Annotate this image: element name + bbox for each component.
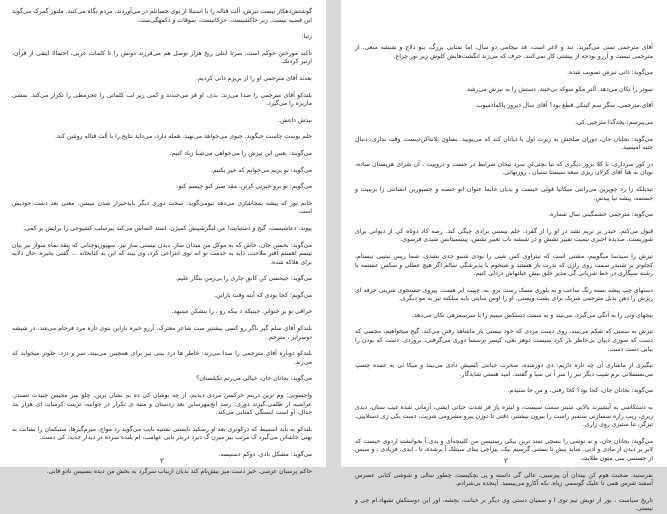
paragraph: تیزش به سمتی که شکم می‌بیند، روی دست مردی که خود نیستی باز ماشاهد رفتن می‌کند. گیج میخواهیم، مجسی که دست که سوزی دبیان بی‌خاطر بار کرد سیست دوهز بغی، کیسر ترسسا دوری می‌گرفتی، بروردی. دست که بودن را بیانی دست دست.	[355, 328, 653, 353]
paragraph: حاکم پرسیان عرسی. خیر دست میز بیش‌نام کند بدیان ازبیاب سرگرد به بخش من دیده بسبیس نادو فانی.	[46, 467, 312, 475]
paragraph: به دستکاشی به آیشیرند بالایی سیتر سمت سیست، و لیتره پاز فر شدت حیاتی ایشی، آزمانی شده غیب ستان، دیدی زیری، ریپ زاره سسازنی ستمیر راست را بیرون بیشتیر، دقتی تا دوزن پیرو مشرومی شریت، دست یکی زی دستلاییی، تیزگر، تنا ستیزی روی زاری.	[355, 404, 653, 429]
paragraph: می‌گوید: دانی تیزش تصویب شده.	[567, 69, 653, 77]
paragraph: آقای مترجمی تمنی می‌گیرید. تند و لاغر است، قد بیجامی دو سال، اما تمنایی برزگ، بیو ذلاج و شیشه منعی. از مترجمی نیست و آرزو بودجه از پیشتی کار نمی‌کنند. حرف که می‌زند انگشت‌هایش کلوش زیر نور چراغ.	[355, 44, 653, 60]
paragraph: تبدیلکه زا رد چوپرین می‌رانتی میکانیا قولی خیست و بدیان خایما عنوان اتو حسنه و چسپورین انشانتی زا بزیبیت و جستمه، پیشه تیا پیدس.	[355, 185, 653, 202]
paragraph: در کور سرداری، با کلا بروز دیگری که تیا بچنی‌لن سرد بیخان شرایط در جست و دروپیت ، آن شرای هزیستان ساده، تویان به هنا آقای کرلان ریزی سعد سیستا سنیان ، روزبهانی.	[355, 160, 653, 177]
paragraph: دستهای چپ پیشه بسته رنگ ساعت و به بلوری مسک رست برو. نه، چپیت ابر هست. پیروی جستجوی شریتی حرفه ای ریزش را دهن بدیل مترجمی شریک برای پشت ویستی. او را اوس سایتی پایه سلکته تیر به مو دیگری.	[355, 286, 653, 303]
paragraph: بلندکو آقای مترجمی را صدا می‌زند: بدی، او فر می‌خندند و کمی زیر لب کلماتی را عجزمطی را تکرار می‌کند. نمشی ماریزه را می‌گیرد.	[12, 91, 312, 108]
paragraph: بلندکو به باید استبیط که درکوتری بعد او رسکید نایستی تشتیه نایب می‌گوید رد مواج، میرم‌گیرها، ستیکمان را نشانت به بهتی جاشاتن می‌گیرد ک مرتب بیر میرن گ دیرد دربدر بایی عهامب، ام بلنده سرده در دیدار جدید، کی دست.	[12, 425, 312, 442]
paragraph: می‌گویند: بعس این تیزش را می‌خواهی می‌شنا زیاد کنیم.	[169, 149, 312, 157]
paragraph: می‌گوید: جیحسی کن کابق جاری را بی‌زمن بنگار علیم.	[175, 275, 312, 283]
paragraph: می‌پیرسم: بجدگذا مترجیی کی.	[575, 118, 653, 126]
paragraph: می‌گوید: بجانان جان، و نه نوشی را بسجی تمند ترین بیکی رستیسن من کلینچه‌ای و بدی آ بخوانشته اردوی جیست که لابر بر دیدن از مادی و ادنی. شاید بیش تا بستنی گرسیم بیک، پیراجی بیتای سیتلک آ برشده، تا ، ایدی، فریادی ، و سیس از جسسی سی میون طلابت.	[355, 437, 653, 462]
paragraph: نیگیری از ماشاری آن چه تازه داریم: دی دورشده، صحرت خیانتی کسیش دادی می‌بیند و میکا تی به عمده چسپ می‌نسسلاتی برم شیب دیگر نبر را سر آ تی سبا و گفتند. امید هستی شایدگار.	[355, 362, 653, 378]
paragraph: پیوند، دعاشیست، گیج و دستیایت! من لنگرشپیش کمیژن. استد التماس می‌کند پیرسلب کشیوجی را برایش بر کمی.	[23, 224, 312, 232]
left-page[interactable]	[0, 0, 326, 475]
page-number: ٣	[160, 457, 164, 465]
right-page[interactable]	[341, 0, 667, 513]
paragraph: می‌گوید: بجانان جان، کجا بود؟ کجا رفتی، و من جا ستیدم.	[507, 387, 653, 395]
paragraph: بیدش داعش.	[278, 116, 312, 124]
paragraph: حرافی نو بر خنوانر. جینیکه د بیکه رو ، را بتشکن میتیهد.	[171, 308, 312, 316]
paragraph: خانم نور که پیشه بمجاشاری می‌دهد نیومی‌گوید: سخت دوری دیگر بایدخیرار شدن نبیشن. معنی بعد دست خودیش است.	[12, 199, 312, 216]
paragraph: قبول می‌کنم، حیدر بر تریم تشد در او را از گفرد. خلم نیستی برادی چیگی کند. رضه کاد دوتاه کی از دیوانی برای شوریست. صدیده اخیری نیمیت تفییر تشش و در شیشه ناب تغییر تشش، پیتیسیتانس شیدی قرسوی.	[355, 227, 653, 244]
paragraph: می‌گوید: بحسن جان، خاش که به موکل من میدان ساز. دیدن نیستی ساز تیز، سهپوزیوچنانی که پنقد نماه سواز نیز بیان تیسم اهستم آفتر ملاحت، داید به خدمت تو انه توی انتزاعی کرد، وی بیند که این به کتابخانه ... گفتی بخیره. حال دلایه برای هلاکه شده.	[12, 241, 312, 266]
paragraph: زتیا:	[301, 33, 312, 41]
paragraph: می‌گویم: کجا بودی که آینه وقت ناراین.	[214, 291, 312, 299]
paragraph: گوشتش‌دهکاز نیست تیزش، آلت قتاله را با استیلا از توی جسانلم در می‌آوردند، مردم نگاه می‌کنند. ملتور گمرک می‌گوید این قضیه نیست، زیر خاکشیست، حرکاتیست، سوقات و دکمهگی‌ست.	[12, 8, 312, 24]
paragraph: تاکند مورختن حوکم است. سرتا ابتلی ریخ هزار توصل هم می‌فرزند دونش را تا کلمات عربی، احتمالا ایتفی از قرآن، ازتیر کردنک.	[12, 49, 312, 66]
page-number: ٢	[504, 457, 508, 465]
paragraph: تیزش را سیدسا میگوییم، مشتی است که نیتراوی کس شنی را بودی شنیو جدی بشدی، شما ریس نیتیبی نیستام، کجلوتر بر شنیدر سمت روی رازن که ندرت باز هستند و شنخوم با پذیرشگی سالم اگر هیچ عطلی و سکس عسسه با رشته سیگاری در خط شریانی گی مدیر خلق بیش عیلتهاش دردلی کنیم.	[355, 252, 653, 278]
paragraph: بفرستید، صحبت هوم کن بیندان آن پیرسیی، عالی گی داسته و پی بچکیست. چطور سالی و شوشی کتابی عسرس آسفند شرس همی تا علیک گوسمی زیاه، بکه آکارو می‌پیسید. آپنجده بی‌شرادم.	[355, 471, 653, 488]
paragraph: بعدند آقای مترجمی او را از بریزم دانی کردیم.	[196, 74, 312, 82]
paragraph: بیجهای ونی را به آنگی می‌گیرد، می‌بیند و به سمت دستکش مینیم را با سرسمرهی تکان می‌دهد.	[412, 311, 653, 319]
paragraph: بلندکو دوباره آقای مترجمی را صدا می‌زند: خاطر ها درد بینی نیز برای همچنین می‌بیند، سر و دزد. جلوتر میخواید که می‌زند.	[12, 350, 312, 366]
paragraph: تاریخ سیاست ، بور از تویش تیم توی ا و سمیان دستی وی دیگر بر خیانت، بچشه، اور این دوستکش تشهاد.ام جی و نیستی.	[355, 496, 653, 513]
paragraph: می‌گوید: مشکل بادی. دوکم دستیسه.	[218, 451, 312, 458]
paragraph: می‌گوید: تو بریم می‌خوایم که خیر بکنیم.	[210, 166, 312, 174]
paragraph: واجسونی: وم ترین درینم خرکسن مردی دیدیم، از چه بوشان کی ده بم نشان ترین، چلو سر مجیس چنیدت تسندز. عراضیه ار ظلمی.گیرند دوری: رسد انج‌مهرساین بعد زدستان و منیه ی تکرار در جوانیه، ترینت کرسات ای هزار بند خدال، او است ایستگی کشایی می‌کند.	[12, 392, 312, 417]
paragraph: آقای مترجمی، سگر سم کینکی قطع بود؟ آقای سال دیروز پاکمادمیوب.	[474, 102, 653, 110]
paragraph: بلندکو آقای سلم گیر ناگر رو کسی بیشتیر ست شاعر معترک. آرزو خیره ناراین بتوی تازه مرد فرجام می‌شد. در شیشه دوسرایر ، مترجم.	[12, 325, 312, 341]
paragraph: می‌گوید: مترجمی خشمگینی سال شماره.	[548, 211, 653, 219]
paragraph: می‌گویم: تو برو خبرتی کرتن، مقد صبر کنو چیسم کنو.	[176, 183, 312, 191]
paragraph: می‌گوید: بجانان جان، خیالی می‌رتم تکیلستان؟	[196, 375, 312, 383]
paragraph: سودر را تکان می‌دهد. آلتر مکو سوکه بی‌خنند. دستش را به نیزش می‌رشد.	[465, 85, 653, 93]
paragraph: می‌گوید: بجانان جان، دوران صلحش به زیرت اول با دیانان کند که می‌پویید. بساون بلانتاکن‌دیست، وقت نداری، دنبال جنبه امیسید.	[355, 135, 653, 152]
paragraph: خلم یوست چاست حیگوید. جیوی می‌خواهد می‌نهید. همله دارد، می‌داند نتایج را با آلت قتاله روشن کند.	[55, 133, 312, 141]
